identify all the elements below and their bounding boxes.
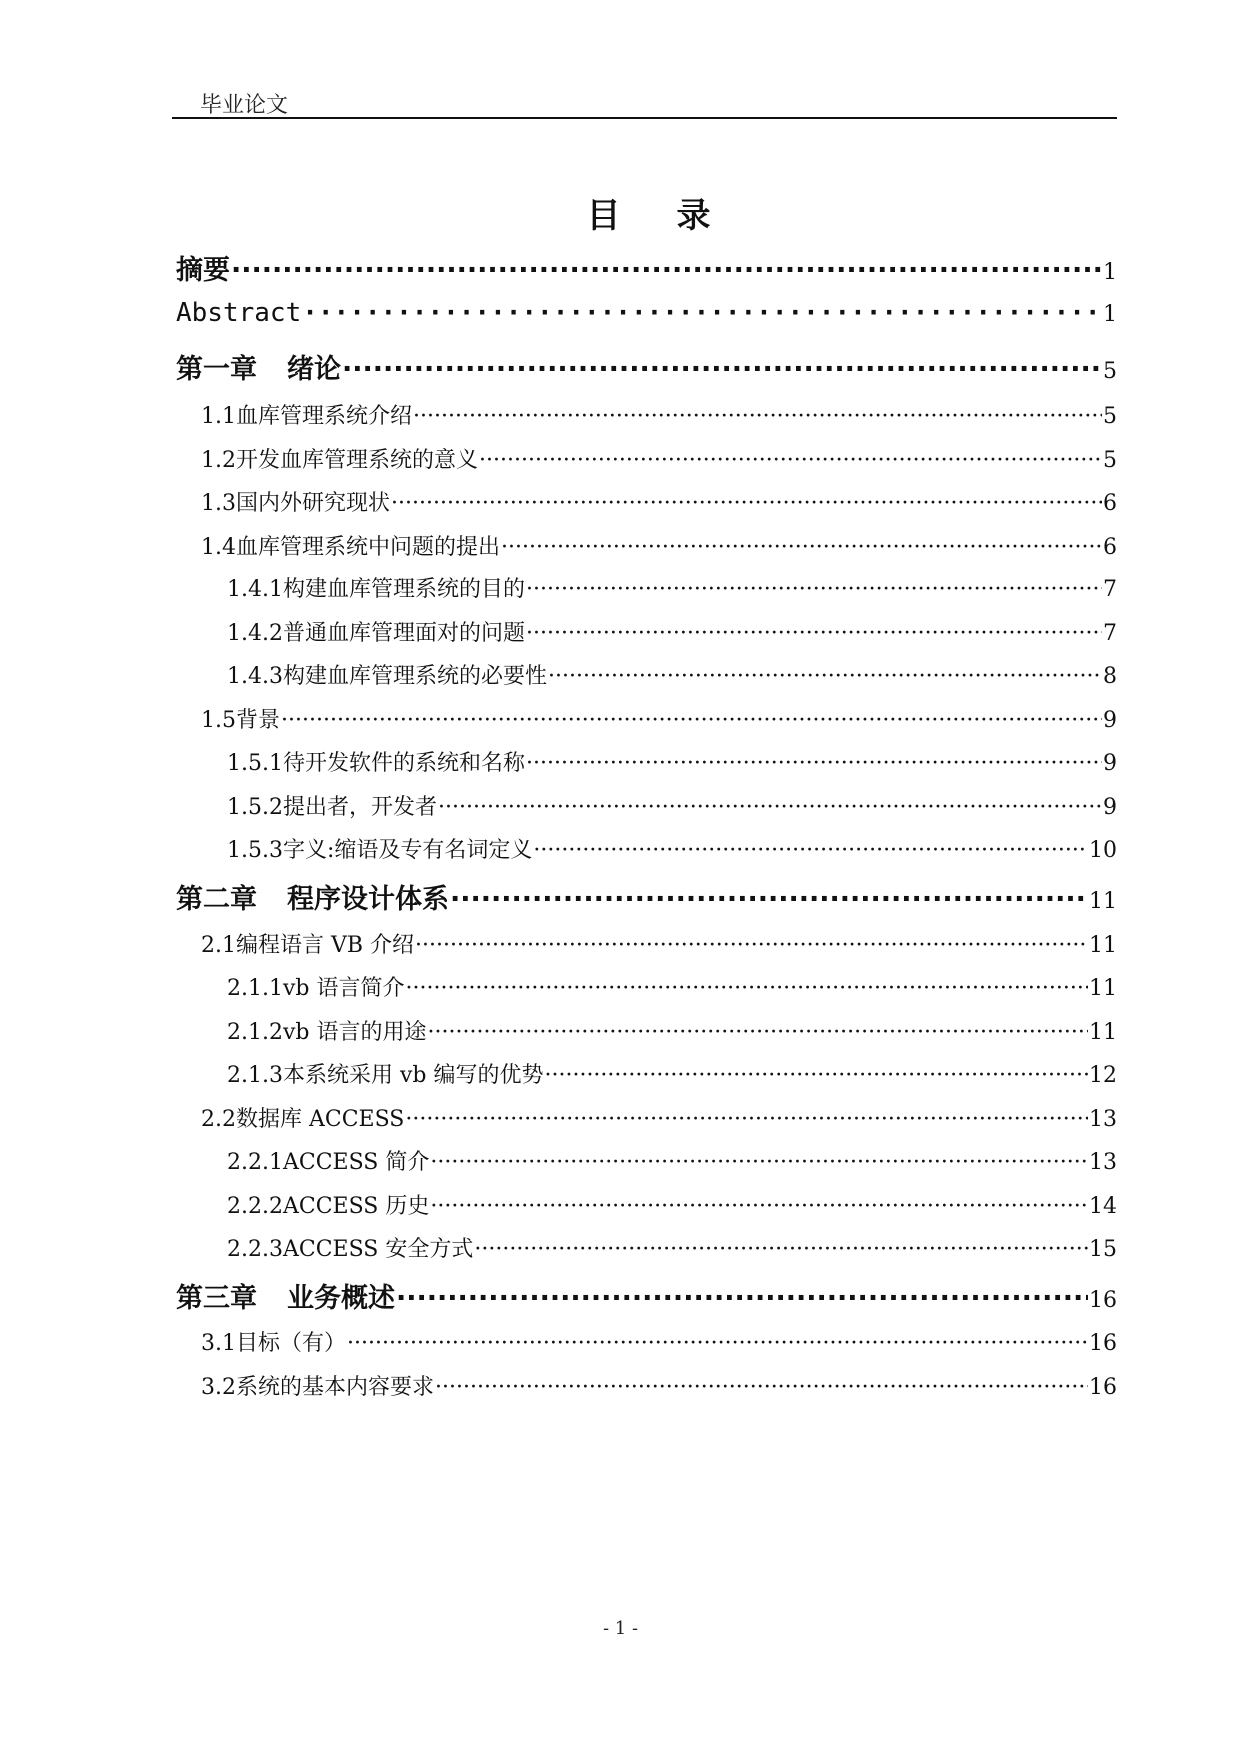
toc-leader-dots xyxy=(526,621,1102,646)
toc-entry-title: 程序设计体系 xyxy=(287,884,449,915)
toc-leader-dots xyxy=(501,535,1102,560)
toc-entry-title: 构建血库管理系统的必要性 xyxy=(282,664,547,689)
toc-entry xyxy=(227,1232,1117,1263)
toc-entry-title: 摘要 xyxy=(176,255,230,286)
toc-entry-page: 1 xyxy=(1103,302,1117,327)
toc-entry-title: ACCESS 安全方式 xyxy=(282,1237,474,1262)
toc-entry-number: 1.5.2 xyxy=(227,795,283,820)
toc-entry-page: 16 xyxy=(1089,1375,1117,1400)
toc-entry-title: 编程语言 VB 介绍 xyxy=(236,933,415,958)
toc-entry-number: 第二章 xyxy=(176,884,257,915)
toc-entry-title: 目标（有） xyxy=(236,1331,347,1356)
toc-entry-number: 1.5.3 xyxy=(227,838,283,863)
toc-entry-page: 13 xyxy=(1089,1107,1117,1132)
toc-entry-page: 7 xyxy=(1103,621,1117,646)
toc-leader-dots xyxy=(430,1150,1088,1175)
toc-entry-page: 15 xyxy=(1089,1237,1117,1262)
toc-leader-dots xyxy=(438,795,1102,820)
toc-entry-title: 血库管理系统中问题的提出 xyxy=(236,535,501,560)
toc-leader-dots xyxy=(428,1020,1089,1045)
toc-entry xyxy=(201,399,1117,430)
toc-entry-title: vb 语言简介 xyxy=(282,976,405,1001)
toc-entry xyxy=(227,790,1117,821)
toc-entry xyxy=(176,1276,1117,1315)
toc-entry xyxy=(201,486,1117,517)
page-number: - 1 - xyxy=(602,1618,639,1639)
toc-entry-number: 2.2.1 xyxy=(227,1150,283,1175)
toc-leader-dots xyxy=(474,1237,1088,1262)
toc-entry-title: ACCESS 简介 xyxy=(282,1150,430,1175)
toc-entry xyxy=(176,298,1117,328)
toc-entry xyxy=(201,1326,1117,1357)
toc-entry-number: 1.4 xyxy=(201,535,236,560)
toc-entry-title: 本系统采用 vb 编写的优势 xyxy=(282,1063,544,1088)
toc-entry-title: 背景 xyxy=(236,708,281,733)
toc-leader-dots xyxy=(526,751,1102,776)
toc-leader-dots xyxy=(302,298,1102,328)
toc-entry xyxy=(201,928,1117,959)
running-header: 毕业论文 xyxy=(200,93,289,118)
toc-entry-title: 业务概述 xyxy=(287,1283,395,1314)
toc-leader-dots xyxy=(342,354,1102,385)
toc-entry-page: 1 xyxy=(1103,260,1117,285)
toc-entry-page: 5 xyxy=(1103,359,1117,384)
toc-entry-number: 1.5.1 xyxy=(227,751,283,776)
toc-leader-dots xyxy=(450,884,1088,915)
toc-entry-page: 5 xyxy=(1103,404,1117,429)
toc-entry-title: 普通血库管理面对的问题 xyxy=(282,621,525,646)
toc-entry-number: 3.1 xyxy=(201,1331,236,1356)
toc-leader-dots xyxy=(231,255,1102,286)
toc-entry-number: 2.2.2 xyxy=(227,1194,283,1219)
toc-entry xyxy=(227,659,1117,690)
toc-leader-dots xyxy=(479,448,1102,473)
toc-entry xyxy=(227,1058,1117,1089)
toc-leader-dots xyxy=(405,1107,1088,1132)
toc-entry-title: 待开发软件的系统和名称 xyxy=(282,751,525,776)
toc-entry-number: 2.2 xyxy=(201,1107,236,1132)
toc-title: 目录 xyxy=(586,196,767,236)
toc-entry-number: 2.2.3 xyxy=(227,1237,283,1262)
toc-entry xyxy=(227,572,1117,603)
toc-entry-page: 16 xyxy=(1089,1331,1117,1356)
toc-entry-number: 1.5 xyxy=(201,708,236,733)
toc-entry xyxy=(227,746,1117,777)
toc-entry-number: 1.3 xyxy=(201,491,236,516)
toc-entry-title: 血库管理系统介绍 xyxy=(236,404,413,429)
toc-entry-title: 字义:缩语及专有名词定义 xyxy=(282,838,533,863)
toc-entry xyxy=(201,703,1117,734)
toc-entry-title: 系统的基本内容要求 xyxy=(236,1375,435,1400)
toc-entry-page: 12 xyxy=(1089,1063,1117,1088)
toc-entry-page: 11 xyxy=(1089,889,1117,914)
toc-entry-number: 第一章 xyxy=(176,354,257,385)
toc-entry-page: 6 xyxy=(1103,535,1117,560)
toc-leader-dots xyxy=(347,1331,1088,1356)
toc-entry xyxy=(227,1015,1117,1046)
toc-entry xyxy=(201,530,1117,561)
toc-entry-number: 1.4.1 xyxy=(227,577,283,602)
toc-entry-title: 数据库 ACCESS xyxy=(236,1107,405,1132)
toc-entry xyxy=(227,616,1117,647)
toc-entry xyxy=(176,248,1117,287)
toc-entry-number: 2.1.3 xyxy=(227,1063,283,1088)
toc-leader-dots xyxy=(396,1283,1088,1314)
toc-entry-title: 绪论 xyxy=(287,354,341,385)
toc-leader-dots xyxy=(413,404,1102,429)
toc-entry-page: 16 xyxy=(1089,1288,1117,1313)
toc-entry-number: 2.1 xyxy=(201,933,236,958)
toc-entry xyxy=(201,443,1117,474)
toc-leader-dots xyxy=(281,708,1102,733)
toc-entry-number: 3.2 xyxy=(201,1375,236,1400)
toc-entry-page: 10 xyxy=(1089,838,1117,863)
toc-entry-number: 1.2 xyxy=(201,448,236,473)
toc-entry-page: 9 xyxy=(1103,708,1117,733)
toc-entry-page: 11 xyxy=(1089,933,1117,958)
toc-entry-title: 国内外研究现状 xyxy=(236,491,391,516)
toc-leader-dots xyxy=(406,976,1089,1001)
toc-leader-dots xyxy=(526,577,1102,602)
toc-entry-page: 14 xyxy=(1089,1194,1117,1219)
toc-entry-number: 1.4.3 xyxy=(227,664,283,689)
toc-leader-dots xyxy=(533,838,1088,863)
toc-entry-page: 11 xyxy=(1089,1020,1117,1045)
toc-entry-number: 2.1.2 xyxy=(227,1020,283,1045)
toc-entry-page: 13 xyxy=(1089,1150,1117,1175)
toc-entry xyxy=(201,1370,1117,1401)
header-rule xyxy=(172,117,1117,119)
toc-leader-dots xyxy=(544,1063,1088,1088)
toc-entry-page: 7 xyxy=(1103,577,1117,602)
toc-entry-page: 11 xyxy=(1089,976,1117,1001)
toc-entry xyxy=(176,347,1117,386)
toc-entry-page: 6 xyxy=(1103,491,1117,516)
toc-entry-number: 2.1.1 xyxy=(227,976,283,1001)
toc-leader-dots xyxy=(391,491,1102,516)
toc-entry-number: 第三章 xyxy=(176,1283,257,1314)
toc-entry xyxy=(201,1102,1117,1133)
toc-entry xyxy=(176,877,1117,916)
toc-leader-dots xyxy=(435,1375,1088,1400)
toc-entry-number: 1.4.2 xyxy=(227,621,283,646)
toc-entry-title: Abstract xyxy=(176,298,302,328)
toc-entry-page: 9 xyxy=(1103,751,1117,776)
toc-leader-dots xyxy=(430,1194,1088,1219)
toc-entry xyxy=(227,971,1117,1002)
toc-entry-title: 构建血库管理系统的目的 xyxy=(282,577,525,602)
toc-entry-title: ACCESS 历史 xyxy=(282,1194,430,1219)
toc-leader-dots xyxy=(548,664,1102,689)
toc-entry-page: 5 xyxy=(1103,448,1117,473)
toc-entry-title: 开发血库管理系统的意义 xyxy=(236,448,479,473)
toc-entry-title: 提出者，开发者 xyxy=(282,795,437,820)
toc-entry-number: 1.1 xyxy=(201,404,236,429)
toc-entry-page: 9 xyxy=(1103,795,1117,820)
toc-entry xyxy=(227,1145,1117,1176)
toc-leader-dots xyxy=(415,933,1088,958)
toc-entry-page: 8 xyxy=(1103,664,1117,689)
toc-entry xyxy=(227,1189,1117,1220)
toc-entry xyxy=(227,833,1117,864)
toc-entry-title: vb 语言的用途 xyxy=(282,1020,427,1045)
